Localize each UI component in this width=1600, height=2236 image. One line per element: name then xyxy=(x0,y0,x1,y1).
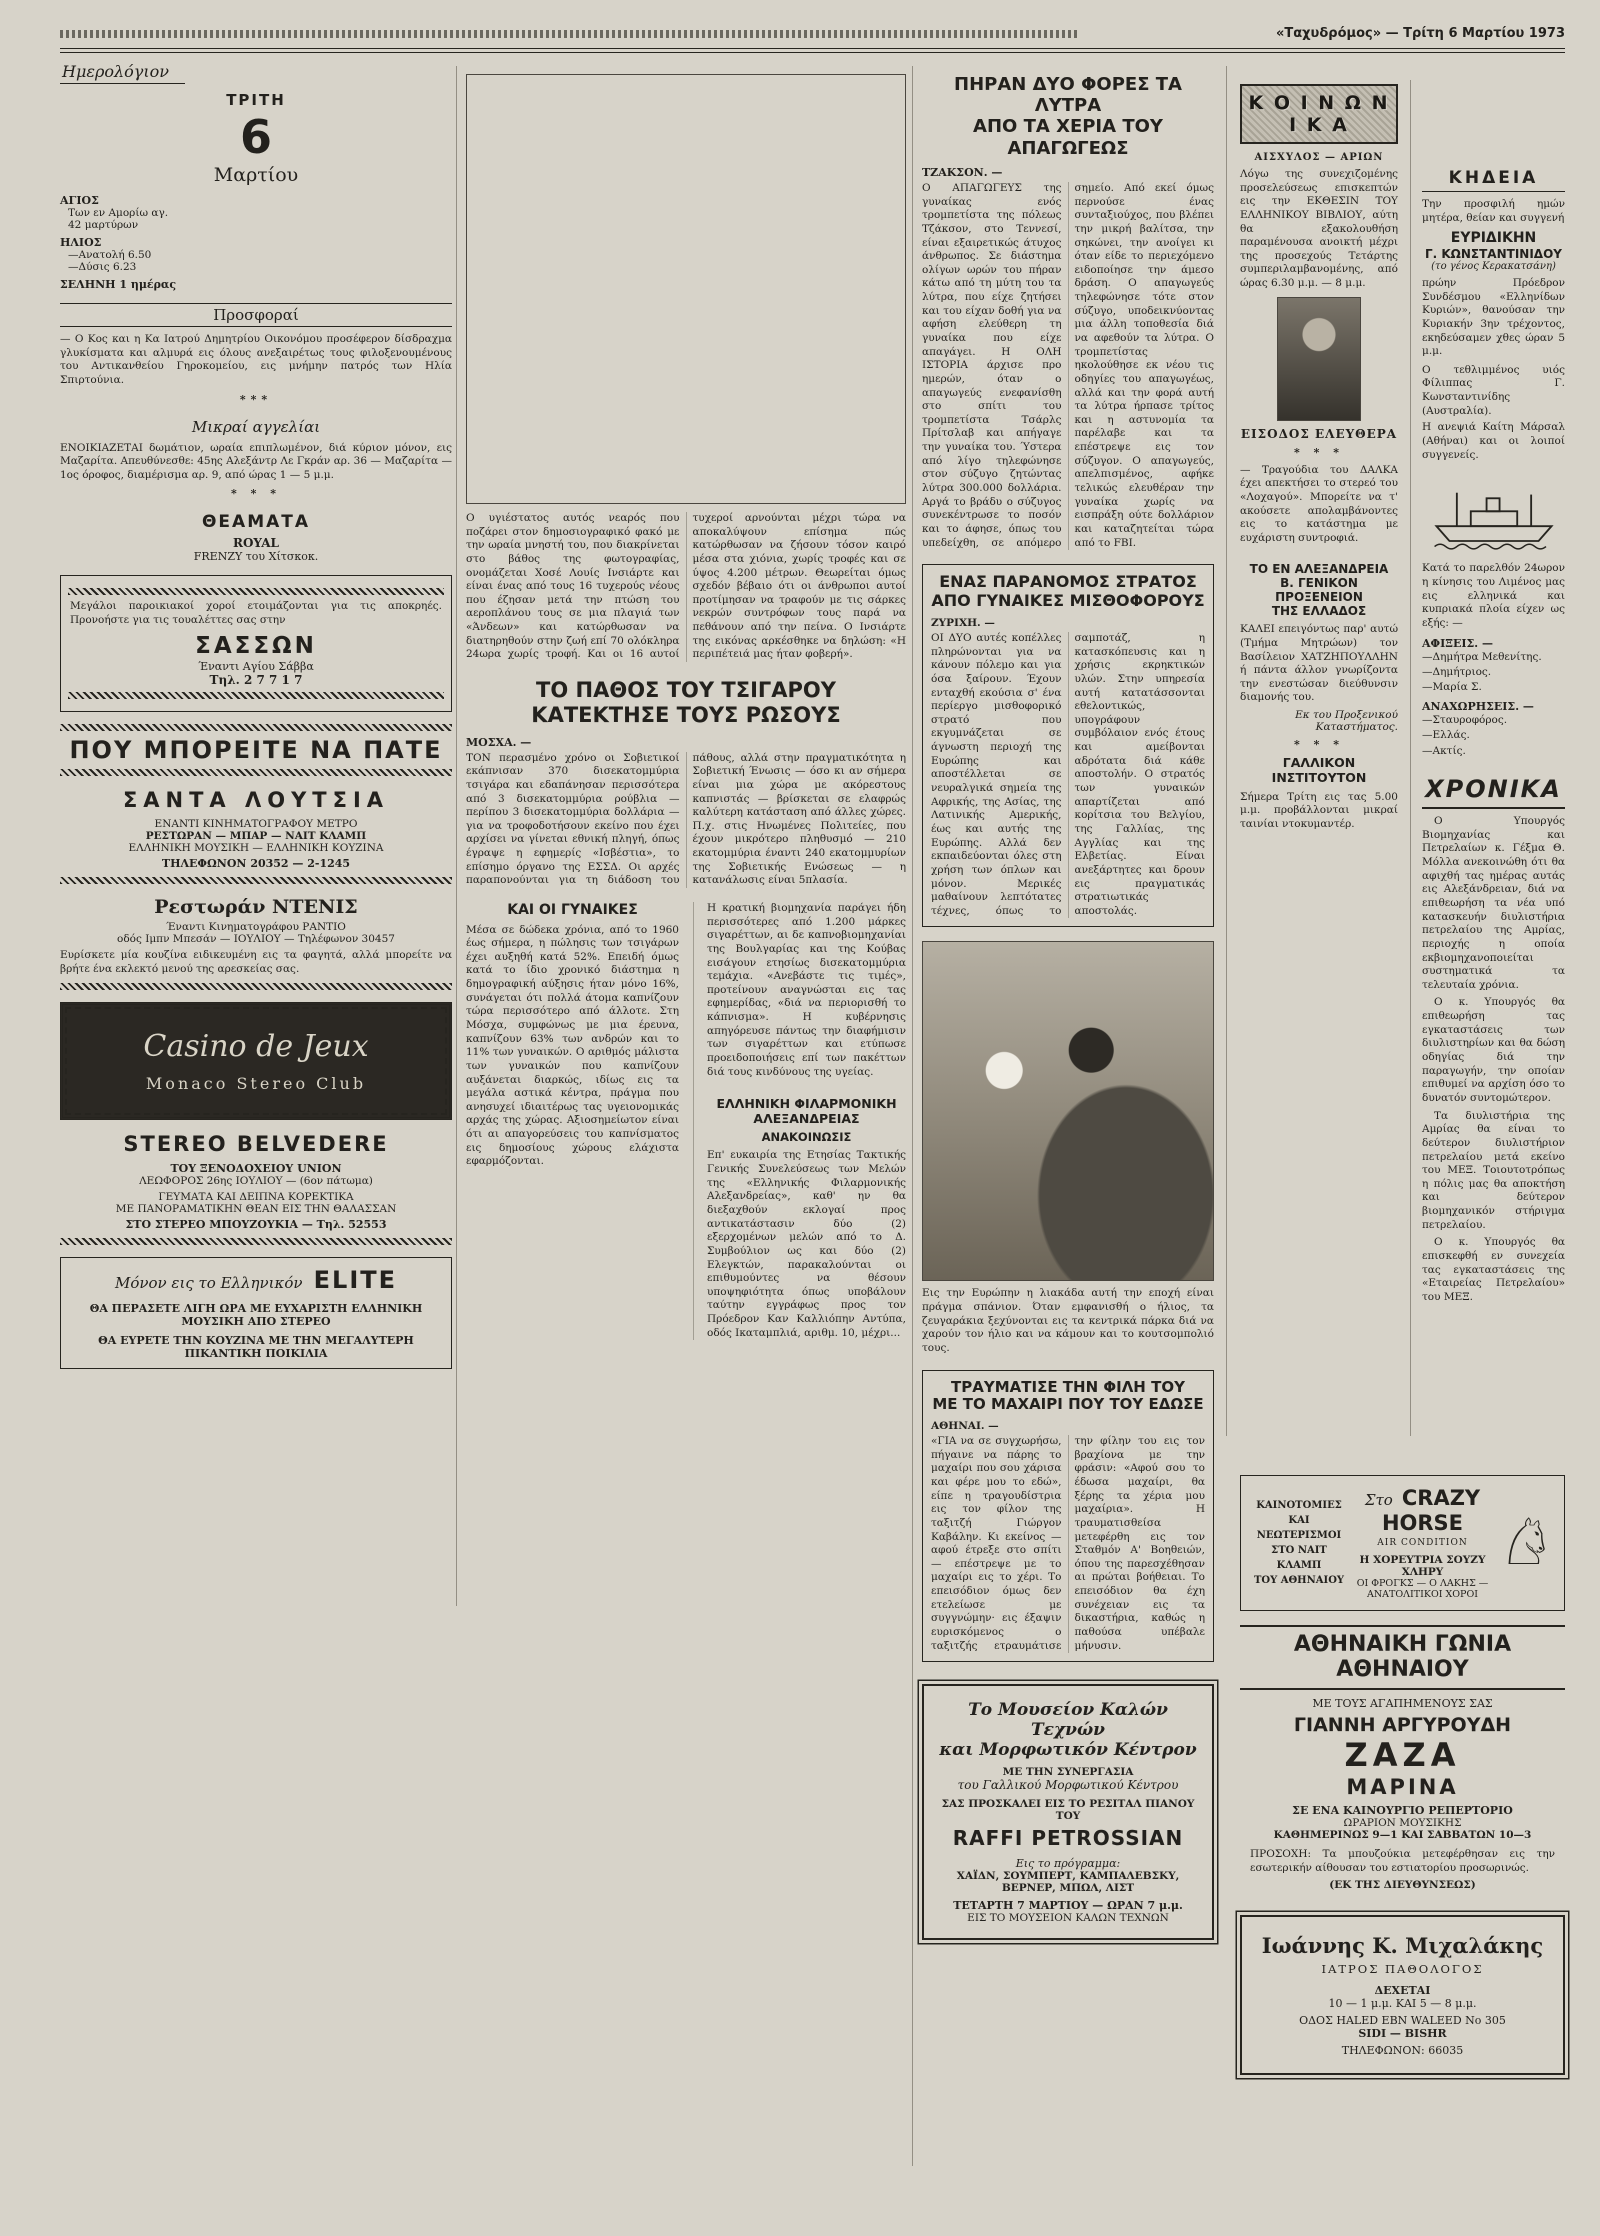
consulate-signature: Εκ του Προξενικού Καταστήματος. xyxy=(1295,709,1398,734)
athinaiki-note: ΠΡΟΣΟΧΗ: Τα μπουζούκια μετεφέρθησαν εις την εσωτερικήν αίθουσαν του εστιατορίου προσωρινώς. xyxy=(1250,1848,1555,1874)
museum-name-line: Το Μουσείον Καλών Τεχνών xyxy=(968,1700,1168,1741)
where-to-go-header xyxy=(60,724,452,776)
crazy-horse-left-line: ΤΟΥ ΑΘΗΝΑΙΟΥ xyxy=(1253,1574,1345,1586)
sasson-address: Έναντι Αγίου Σάββα xyxy=(198,659,314,673)
offers-title: Προσφοραί xyxy=(60,303,452,327)
kidnap-dateline: ΤΖΑΚΣΟΝ. — xyxy=(922,165,1003,179)
stabbing-headline-1: ΤΡΑΥΜΑΤΙΣΕ ΤΗΝ ΦΙΛΗ ΤΟΥ xyxy=(951,1377,1185,1396)
cinema-name: ROYAL xyxy=(233,536,279,551)
philharmonic-notice xyxy=(707,1097,906,1340)
consulate-title-1: ΤΟ ΕΝ ΑΛΕΞΑΝΔΡΕΙΑ xyxy=(1249,561,1389,576)
crazy-horse-center xyxy=(1353,1486,1492,1600)
french-institute-notice xyxy=(1240,756,1398,831)
saint-line2: 42 μαρτύρων xyxy=(68,218,139,231)
doctor-hours: 10 — 1 μ.μ. ΚΑΙ 5 — 8 μ.μ. xyxy=(1328,1996,1477,2010)
theatres-title: ΘΕΑΜΑΤΑ xyxy=(201,512,311,533)
smoking-body: ΤΟΝ περασμένο χρόνο οι Σοβιετικοί εκάπνισαν 370 δισεκατομμύρια τσιγάρα και εδαπάνησαν περισσότερα από 3 δισεκατομμύρια ρούβλια — περίπου 3 δισεκατομμύρια δολλάρια — για να τροφοδοτήσουν εκείνο που έχει αρχίσει να γίνεται εθνική πληγή, όπως έγραψε η εφημερίς «Ισβέστια», το επίσημο όργανο της ΕΣΣΔ. Οι αρχές παραπονούνται για τη διάδοση του πάθους, αλλά στην πραγματικότητα η Σοβιετική Ένωσις — όσο κι αν σήμερα είναι μια χώρα με ακόρεστους καπνιστάς — βρίσκεται σε ελαφρώς καλύτερη κατάσταση από άλλες χώρες. Π.χ. στις Ηνωμένες Πολιτείες, που έχουν μικρότερο πληθυσμό — 210 εκατομμύρια έναντι 240 εκατομμυρίων της Σοβιετικής Ενώσεως — η κατανάλωσις είναι 5πλασία. xyxy=(466,751,906,887)
doctor-ad xyxy=(1240,1915,1565,2075)
funeral-maiden-name: (το γένος Κερακατσάνη) xyxy=(1431,261,1556,272)
consulate-notice xyxy=(1240,562,1398,751)
philharmonic-title-2: ΑΛΕΞΑΝΔΡΕΙΑΣ xyxy=(753,1111,860,1127)
star-separator: * * * xyxy=(1294,445,1344,459)
funeral-title: ΚΗΔΕΙΑ xyxy=(1422,168,1565,192)
athinaiki-ad xyxy=(1240,1625,1565,1891)
doctor-district: SIDI — BISHR xyxy=(1358,2026,1447,2040)
offers-body: — Ο Κος και η Κα Ιατρού Δημητρίου Οικονόμου προσέφερον δίσδραχμα γλυκίσματα και αλμυρά εις όλους ανεξαιρέτως τους φιλοξενουμένους του Αντικανθείου Γηροκομείου, εις μνήμην πατρός των Ηλία Σπιρτούνια. xyxy=(60,332,452,386)
arrival-item: —Δημήτρα Μεθενίτης. xyxy=(1422,650,1542,663)
masthead-decorative-strip xyxy=(60,30,1080,38)
mercenaries-dateline: ΖΥΡΙΧΗ. — xyxy=(931,616,995,629)
belvedere-ad xyxy=(60,1132,452,1245)
museum-recital-ad xyxy=(922,1684,1214,1940)
smoking-lower-row xyxy=(466,902,906,1340)
smoking-headline-1: ΤΟ ΠΑΘΟΣ ΤΟΥ ΤΣΙΓΑΡΟΥ xyxy=(536,678,836,703)
smoking-article xyxy=(466,678,906,888)
museum-venue-line: ΕΙΣ ΤΟ ΜΟΥΣΕΙΟΝ ΚΑΛΩΝ ΤΕΧΝΩΝ xyxy=(967,1911,1169,1924)
doctor-phone: ΤΗΛΕΦΩΝΟΝ: 66035 xyxy=(1341,2043,1464,2057)
denis-line: οδός Ιμπν Μπεσάν — ΙΟΥΛΙΟΥ — Τηλέφωνον 30457 xyxy=(117,932,395,945)
consulate-title-3: ΤΗΣ ΕΛΛΑΔΟΣ xyxy=(1271,604,1367,619)
stabbing-dateline: ΑΘΗΝΑΙ. — xyxy=(931,1420,999,1433)
doctor-hours-label: ΔΕΧΕΤΑΙ xyxy=(1374,1983,1431,1997)
crazy-horse-line: Η ΧΟΡΕΥΤΡΙΑ ΣΟΥΖΥ ΧΛΗΡΥ xyxy=(1359,1553,1486,1578)
departures-title: ΑΝΑΧΩΡΗΣΕΙΣ. — xyxy=(1422,700,1534,714)
andes-survivor-photo xyxy=(466,74,906,504)
belvedere-name: STEREO BELVEDERE xyxy=(123,1132,389,1157)
kidnap-headline-1: ΠΗΡΑΝ ΔΥΟ ΦΟΡΕΣ ΤΑ ΛΥΤΡΑ xyxy=(954,74,1182,117)
center-column xyxy=(922,74,1214,1940)
masthead-rule xyxy=(60,48,1565,53)
smoking-dateline: ΜΟΣΧΑ. — xyxy=(466,735,532,749)
ornament-band xyxy=(60,983,452,990)
elite-ad xyxy=(60,1257,452,1369)
museum-cooperation-line: ΜΕ ΤΗΝ ΣΥΝΕΡΓΑΣΙΑ xyxy=(1002,1766,1134,1779)
funeral-intro: Την προσφιλή ημών μητέρα, θείαν και συγγενή xyxy=(1422,198,1565,224)
casino-subname: Monaco Stereo Club xyxy=(145,1074,367,1094)
museum-partner-line: του Γαλλικού Μορφωτικού Κέντρου xyxy=(957,1778,1179,1793)
belvedere-line: ΣΤΟ ΣΤΕΡΕΟ ΜΠΟΥΖΟΥΚΙΑ — Τηλ. 52553 xyxy=(125,1218,387,1232)
arrivals-title: ΑΦΙΞΕΙΣ. — xyxy=(1422,636,1493,650)
funeral-signature: Ο τεθλιμμένος υιός Φίλιππας Γ. Κωνσταντινίδης (Αυστραλία). xyxy=(1422,363,1565,417)
women-smoking-title: ΚΑΙ ΟΙ ΓΥΝΑΙΚΕΣ xyxy=(507,901,638,918)
stabbing-body: «ΓΙΑ να σε συγχωρήσω, πήγαινε να πάρης το μαχαίρι που σου χάρισα και φέρε μου το εδώ», είπε η τραγουδίστρια εις τον φίλον της ταξιτζή Γιώργον Καβάλην. Κι εκείνος — αφού έτρεξε στο σπίτι — επέστρεψε με το μαχαίρι εις το χέρι. Το επεισόδιον όμως δεν ετελείωσε με συγγνώμην· εις έξαψιν ευρισκόμενος ο ταξιτζής ετραυμάτισε την φίλην του εις τον βραχίονα με την φράσιν: «Αφού σου το έδωσα μαχαίρι, θα ξέρης τα χέρια μου μαχαίρια». Η τραυματισθείσα μετεφέρθη εις τον Σταθμόν Α' Βοηθειών, όπου της παρεσχέθησαν αι πρώται βοήθειαι. Το επεισόδιον θα έχη συνέχειαν εις τα δικαστήρια, καθώς η παθούσα υπέβαλε μήνυσιν. xyxy=(931,1435,1205,1652)
institute-body: Σήμερα Τρίτη εις τας 5.00 μ.μ. προβάλλονται μικραί ταινίαι ντοκυμαντέρ. xyxy=(1240,790,1398,830)
casino-ad xyxy=(60,1002,452,1120)
crazy-horse-left-line: ΣΤΟ ΝΑΙΤ ΚΛΑΜΠ xyxy=(1271,1544,1327,1571)
museum-program-label: Εις το πρόγραμμα: xyxy=(1015,1856,1121,1870)
ship-icon xyxy=(1429,476,1559,554)
elite-title-prefix: Μόνον εις το Ελληνικόν xyxy=(114,1274,303,1293)
chronika-title: ΧΡΟΝΙΚΑ xyxy=(1422,775,1565,809)
belvedere-line: ΛΕΩΦΟΡΟΣ 26ης ΙΟΥΛΙΟΥ — (6ον πάτωμα) xyxy=(139,1175,373,1188)
stabbing-article xyxy=(922,1370,1214,1663)
athinaiki-line: ΩΡΑΡΙΟΝ ΜΟΥΣΙΚΗΣ xyxy=(1343,1817,1462,1830)
denis-body: Ευρίσκετε μία κουζίνα ειδικευμένη εις τα φαγητά, αλλά μπορείτε να βρήτε ένα εκλεκτό μενού της αρεσκείας σας. xyxy=(60,948,452,975)
center-left-column xyxy=(466,74,906,1340)
departure-item: —Σταυροφόρος. xyxy=(1422,714,1508,727)
column-rule xyxy=(456,66,457,1606)
kidnap-body: Ο ΑΠΑΓΩΓΕΥΣ της γυναίκας ενός τρομπετίστα της πόλεως Τζάκσον, στο Τεννεσί, είναι εξαιρετικώς άτυχος άνθρωπος. Σε διάστημα ολίγων ωρών του πήραν κάτω από τη μύτη του τα λύτρα, που είχε ζητήσει και του είχαν δοθή για να αφήση ελεύθερη τη γυναίκα που είχε απαγάγει. Η ΟΛΗ ΙΣΤΟΡΙΑ άρχισε προ ημερών, όταν ο απαγωγεύς ενεφανίσθη στο σπίτι του τρομπετίστα Τσάρλς Πρίτσλαβ και απήγαγε την γυναίκα του. Ύστερα από λίγο τηλεφώνησε στον σύζυγο ζητώντας λύτρα 300.000 δολλάρια. Αργά το βράδυ ο σύζυγος συνεκέντρωσε το ποσόν και το άφησε, όπως του υπεδείχθη, σε απόμερο σημείο. Από εκεί όμως περνούσε ένας συνταξιούχος, που βλέπει την μικρή βαλίτσα, την σηκώνει, την ανοίγει κι όταν είδε το περιεχόμενο ειδοποίησε την άμεσο δράση. Ο απαγωγεύς τηλεφώνησε τότε στον σύζυγο, υποδεικνύοντας μια άλλη τοποθεσία διά να αφεθούν τα λύτρα. Ο τρομπετίστας ηκολούθησε εκ νέου τις οδηγίες του απαγωγέως, αλλά και την φορά αυτή τα λύτρα ήρπασε τρίτος και η αστυνομία τα παρέλαβε και τα επέστρεψε εις τον σύζυγον. Ο απαγωγεύς, απελπισμένος, αφήκε τελικώς ελευθέραν την γυναίκα χωρίς να εισπράξη ούτε δολλάριον και καταζητείται τώρα από το FBI. xyxy=(922,181,1214,549)
athinaiki-signature: (ΕΚ ΤΗΣ ΔΙΕΥΘΥΝΣΕΩΣ) xyxy=(1329,1878,1476,1891)
mercenaries-headline-2: ΑΠΟ ΓΥΝΑΙΚΕΣ ΜΙΣΘΟΦΟΡΟΥΣ xyxy=(931,591,1205,611)
film-title: FRENZY του Χίτσκοκ. xyxy=(193,550,319,564)
ship-illustration xyxy=(1422,476,1565,558)
classifieds-title: Μικραί αγγελίαι xyxy=(191,417,321,436)
free-entry-line: ΕΙΣΟΔΟΣ ΕΛΕΥΘΕΡΑ xyxy=(1240,426,1398,441)
ornament-band xyxy=(60,769,452,776)
santa-lucia-name: ΣΑΝΤΑ ΛΟΥΤΣΙΑ xyxy=(122,788,390,813)
star-separator: * * * xyxy=(1294,738,1344,752)
crazy-horse-name: CRAZY HORSE xyxy=(1381,1486,1481,1535)
masthead-dateline: «Ταχυδρόμος» — Τρίτη 6 Μαρτίου 1973 xyxy=(1275,26,1565,41)
couple-photo-caption: Εις την Ευρώπην η λιακάδα αυτή την εποχή είναι πράγμα σπάνιον. Όταν εμφανισθή ο ήλιος, τα ζευγαράκια ξεχύνονται εις τα κεντρικά πάρκα διά να χαρούν τον ήλιο και να κάμουν και το κουτσομπολιό τους. xyxy=(922,1287,1214,1354)
ornament-band xyxy=(60,877,452,884)
departure-item: —Ελλάς. xyxy=(1422,729,1470,742)
kidnap-article xyxy=(922,74,1214,550)
crazy-horse-ad xyxy=(1240,1475,1565,1611)
left-rail xyxy=(60,62,452,1381)
crazy-horse-left-text xyxy=(1251,1498,1347,1588)
consulate-title-2: Β. ΓΕΝΙΚΟΝ ΠΡΟΞΕΝΕΙΟΝ xyxy=(1275,575,1363,604)
mercenaries-body: ΟΙ ΔΥΟ αυτές κοπέλλες πληρώνονται για να κάνουν πόλεμο και για όσα ξαίρουν. Έχουν ενταχθή εκούσια σ' ένα περίεργο μισθοφορικό στρατό που εκγυμνάζεται σε άγνωστη περιοχή της Ευρώπης και αποστέλλεται σε νευραλγικά σημεία της Αφρικής, της Ασίας, της Λατινικής Αμερικής, έως και αυτής της Ευρώπης. Αλλά δεν εκπαιδεύονται όλες στη χρήση των όπλων και μόνον. Μερικές μαθαίνουν λεπτότατες τέχνες, όπως το σαμποτάζ, η κατασκόπευσις και η χρήσις εκρηκτικών υλών. Στην υπηρεσία αυτή κατατάσσονται εθελοντικώς, υπογράφουν συμβόλαιον ενός έτους και αμείβονται αδρότατα διά κάθε αποστολήν. Ο στρατός των γυναικών απαρτίζεται από κορίτσια του Βελγίου, της Γαλλίας, της Αγγλίας και της Ελβετίας. Είναι ανεξάρτητες και δρουν εις πραγματικάς στρατιωτικάς αποστολάς. xyxy=(931,631,1205,917)
athinaiki-subtitle: ΜΕ ΤΟΥΣ ΑΓΑΠΗΜΕΝΟΥΣ ΣΑΣ xyxy=(1312,1697,1493,1711)
sun-label: ΗΛΙΟΣ xyxy=(60,235,102,249)
museum-program-list: ΧΑΪΔΝ, ΣΟΥΜΠΕΡΤ, ΚΑΜΠΑΛΕΒΣΚΥ, ΒΕΡΝΕΡ, ΜΠΩΛ, ΛΙΣΤ xyxy=(956,1869,1180,1894)
ad-border-ornament xyxy=(68,692,444,699)
belvedere-line: ΤΟΥ ΞΕΝΟΔΟΧΕΙΟΥ UNION xyxy=(170,1162,342,1176)
funeral-body: πρώην Πρόεδρον Συνδέσμου «Ελληνίδων Κυριών», θανούσαν την Κυριακήν 3ην τρέχοντος, εκηδεύσαμεν χθες ώραν 5 μ.μ. xyxy=(1422,277,1565,358)
sasson-name: ΣΑΣΣΩΝ xyxy=(195,632,317,659)
classifieds-section xyxy=(60,418,452,501)
crazy-horse-left-line: ΚΑΙΝΟΤΟΜΙΕΣ xyxy=(1256,1499,1342,1511)
denis-ad xyxy=(60,896,452,990)
departure-item: —Ακτίς. xyxy=(1422,744,1466,757)
sunset: —Δύσις 6.23 xyxy=(68,260,137,273)
smoking-headline-2: ΚΑΤΕΚΤΗΣΕ ΤΟΥΣ ΡΩΣΟΥΣ xyxy=(531,702,841,727)
social-banner xyxy=(1240,84,1398,144)
philharmonic-subtitle: ΑΝΑΚΟΙΝΩΣΙΣ xyxy=(761,1129,852,1144)
column-rule xyxy=(1410,80,1411,1436)
air-condition-label: AIR CONDITION xyxy=(1377,1537,1468,1548)
mercenaries-headline-1: ΕΝΑΣ ΠΑΡΑΝΟΜΟΣ ΣΤΡΑΤΟΣ xyxy=(939,572,1197,592)
calendar-date: 6 xyxy=(239,109,272,164)
column-rule xyxy=(912,66,913,2166)
andes-survivor-caption: Ο υγιέστατος αυτός νεαρός που ποζάρει στον δημοσιογραφικό φακό με την ωραία μνηστή του, που διακρίνεται στο βάθος της φωτογραφίας, ονομάζεται Χοσέ Λουίς Ινσιάρτε και είναι ένας από τους 16 τυχερούς νέους που έζησαν μετά την πτώση του αεροπλάνου τους σε μια πλαγιά των «Άνδεων» και κατώρθωσαν να διατηρηθούν στην ζωή επί 70 ολόκληρα 24ωρα χωρίς τροφή. Και οι 16 αυτοί τυχεροί αρνούνται μέχρι τώρα να αποκαλύψουν επίσημα πώς κατώρθωσαν να ζήσουν τόσον καιρό μέσα στα χιόνια, χωρίς τροφές και σε ύψος 4.200 μέτρων. Θεωρείται όμως σχεδόν βέβαιο ότι οι άνθρωποι αυτοί προτίμησαν να τραφούν με τις σάρκες νεκρών συντρόφων τους παρά να πεθάνουν από την πείνα. Ο Ινσιάρτε της εικόνας αρκέσθηκε να δηλώση: «Η περιπέτειά μας ήταν φοβερή». xyxy=(466,512,906,661)
athinaiki-line: ΚΑΘΗΜΕΡΙΝΩΣ 9—1 ΚΑΙ ΣΑΒΒΑΤΩΝ 10—3 xyxy=(1273,1829,1532,1842)
crazy-horse-line: ΟΙ ΦΡΟΓΚΣ — Ο ΛΑΚΗΣ — ΑΝΑΤΟΛΙΤΙΚΟΙ ΧΟΡΟΙ xyxy=(1356,1577,1489,1600)
funeral-signature: Η ανεψιά Καίτη Μάρσαλ (Αθήναι) και οι λοιποί συγγενείς. xyxy=(1422,421,1565,461)
sunrise: —Ανατολή 6.50 xyxy=(68,248,152,261)
santa-lucia-ad xyxy=(60,788,452,884)
elite-body-line: ΘΑ ΠΕΡΑΣΕΤΕ ΛΙΓΗ ΩΡΑ ΜΕ ΕΥΧΑΡΙΣΤΗ ΕΛΛΗΝΙΚΗ ΜΟΥΣΙΚΗ ΑΠΟ ΣΤΕΡΕΟ xyxy=(89,1302,423,1329)
smoking-body-continued: Η κρατική βιομηχανία παράγει ήδη περισσότερες από 1.200 μάρκες σιγαρέττων, αι δε καπνοβιομηχανίαι της Βουλγαρίας και της Κούβας εισάγουν ετησίως δισεκατομμύρια τεμάχια. «Ανεβάστε τις τιμές», προτείνουν αναγνώσται εις τας εφημερίδας, «διά να περιορισθή το κάπνισμα». Η κυβέρνησις απηγόρευσε πάντως την διαφήμισιν των σιγαρέττων και ετύπωσε προειδοποιήσεις επί των πακέττων διά τους κινδύνους της υγείας. xyxy=(707,901,906,1078)
arrival-item: —Μαρία Σ. xyxy=(1422,680,1482,693)
ad-border-ornament xyxy=(68,588,444,595)
calendar-day: ΤΡΙΤΗ xyxy=(226,91,286,109)
museum-artist-name: RAFFI PETROSSIAN xyxy=(952,1826,1184,1851)
crazy-horse-prefix: Στο xyxy=(1364,1491,1393,1509)
kidnap-headline-2: ΑΠΟ ΤΑ ΧΕΡΙΑ ΤΟΥ ΑΠΑΓΩΓΕΩΣ xyxy=(973,116,1163,159)
offers-section xyxy=(60,303,452,406)
elite-body-line: ΘΑ ΕΥΡΕΤΕ ΤΗΝ ΚΟΥΖΙΝΑ ΜΕ ΤΗΝ ΜΕΓΑΛΥΤΕΡΗ ΠΙΚΑΝΤΙΚΗ ΠΟΙΚΙΛΙΑ xyxy=(98,1334,414,1361)
horse-icon: ♘ xyxy=(1498,1505,1556,1580)
denis-line: Έναντι Κινηματογράφου ΡΑΝΤΙΟ xyxy=(166,920,346,933)
theatres-section xyxy=(60,512,452,563)
saint-line1: Των εν Αμορίω αγ. xyxy=(68,206,169,219)
chronika-paragraph: Ο κ. Υπουργός θα επιθεωρήση τας εγκαταστάσεις των διυλιστηρίων και θα δώση οδηγίας διά την παραγωγήν, την οποίαν επιθυμεί να αρχίση όσο το δυνατόν συντομώτερον. xyxy=(1422,996,1565,1104)
funeral-name-last: Γ. ΚΩΝΣΤΑΝΤΙΝΙΔΟΥ xyxy=(1425,246,1562,261)
mercenaries-article xyxy=(922,564,1214,927)
right-rail xyxy=(1422,168,1565,1309)
column-rule xyxy=(1226,66,1227,1436)
social-body: Λόγω της συνεχιζομένης προσελεύσεως επισκεπτών εις την ΕΚΘΕΣΙΝ ΤΟΥ ΕΛΛΗΝΙΚΟΥ ΒΙΒΛΙΟΥ, αύτη θα εξακολουθήση παραμένουσα ανοικτή μέχρι της προσεχούς Τετάρτης συμπεριλαμβανομένης, από ώρας 6.30 μ.μ. — 8 μ.μ. xyxy=(1240,168,1398,290)
calendar-section xyxy=(60,62,452,291)
couple-in-park-photo xyxy=(922,941,1214,1281)
belvedere-line: ΓΕΥΜΑΤΑ ΚΑΙ ΔΕΙΠΝΑ ΚΟΡΕΚΤΙΚΑ xyxy=(158,1191,354,1204)
consulate-body: ΚΑΛΕΙ επειγόντως παρ' αυτώ (Τμήμα Μητρώων) τον Βασίλειον ΧΑΤΖΗΠΟΥΛΛΗΝ ή πάντα άλλον γνωρίζοντα την ενεστώσαν διεύθυνσιν διαμονής του. xyxy=(1240,623,1398,704)
philharmonic-title-1: ΕΛΛΗΝΙΚΗ ΦΙΛΑΡΜΟΝΙΚΗ xyxy=(716,1096,897,1112)
performer-name: ΓΙΑΝΝΗ ΑΡΓΥΡΟΥΔΗ xyxy=(1293,1714,1512,1737)
stabbing-headline-2: ΜΕ ΤΟ ΜΑΧΑΙΡΙ ΠΟΥ ΤΟΥ ΕΔΩΣΕ xyxy=(932,1395,1204,1414)
social-subtitle: ΑΙΣΧΥΛΟΣ — ΑΡΙΩΝ xyxy=(1254,152,1384,163)
doctor-name: Ιωάννης Κ. Μιχαλάκης xyxy=(1261,1932,1544,1958)
saint-label: ΑΓΙΟΣ xyxy=(60,193,99,207)
arrival-item: —Δημήτριος. xyxy=(1422,665,1492,678)
crazy-horse-figure xyxy=(1498,1505,1556,1580)
museum-invite-line: ΣΑΣ ΠΡΟΣΚΑΛΕΙ ΕΙΣ ΤΟ ΡΕΣΙΤΑΛ ΠΙΑΝΟΥ ΤΟΥ xyxy=(941,1798,1195,1823)
social-note: — Τραγούδια του ΔΑΛΚΑ έχει απεκτήσει το στερεό του «Λοχαγού». Μπορείτε να τ' ακούσετε απολαμβάνοντες εις το κατάστημα με ευχάριστη συντροφιά. xyxy=(1240,463,1398,544)
funeral-name-first: ΕΥΡΙΔΙΚΗΝ xyxy=(1450,230,1537,247)
where-to-go-title: ΠΟΥ ΜΠΟΡΕΙΤΕ ΝΑ ΠΑΤΕ xyxy=(69,735,443,764)
santa-lucia-line: ΕΝΑΝΤΙ ΚΙΝΗΜΑΤΟΓΡΑΦΟΥ ΜΕΤΡΟ xyxy=(154,817,358,830)
women-smoking-column xyxy=(466,902,679,1340)
museum-name-line: και Μορφωτικόν Κέντρον xyxy=(939,1740,1197,1761)
santa-lucia-phone: ΤΗΛΕΦΩΝΟΝ 20352 — 2-1245 xyxy=(161,856,351,870)
philharmonic-body: Επ' ευκαιρία της Ετησίας Τακτικής Γενικής Συνελεύσεως των Μελών της «Ελληνικής Φιλαρμονικής Αλεξανδρείας», καθ' ην θα διεξαχθούν εκλογαί προς αντικατάστασιν δύο (2) εξερχομένων μελών από το Δ. Συμβούλιον ως και δύο (2) Ελεγκτών, παρακαλούνται οι επιθυμούντες να θέσουν υποψηφιότητα όπως υποβάλουν ταύτην εγγράφως προς τον Πρόεδρον Καν Καλλιόπην Αντύπα, οδός Ικαταμπλιά, αριθμ. 10, μέχρι... xyxy=(707,1149,906,1339)
calendar-month: Μαρτίου xyxy=(213,163,299,186)
santa-lucia-line: ΕΛΛΗΝΙΚΗ ΜΟΥΣΙΚΗ — ΕΛΛΗΝΙΚΗ ΚΟΥΖΙΝΑ xyxy=(128,841,384,854)
social-portrait-photo xyxy=(1277,297,1361,421)
smoking-continuation-column xyxy=(693,902,906,1340)
moon-line: ΣΕΛΗΝΗ 1 ημέρας xyxy=(60,277,177,291)
crazy-horse-left-line: ΚΑΙ ΝΕΩΤΕΡΙΣΜΟΙ xyxy=(1256,1514,1342,1541)
women-smoking-body: Μέσα σε δώδεκα χρόνια, από το 1960 έως σήμερα, η πώλησις των τσιγάρων έχει αυξηθή κατά 52%. Επειδή όμως κατά το ίδιο χρονικό διάστημα η δημογραφική αύξησις ήταν μόνο 16%, συνάγεται ότι πολλά άτομα καπνίζουν τώρα περισσότερο από άλλοτε. Στη Μόσχα, συμφώνως με μια έρευνα, καπνίζουν 63% των ανδρών και το 11% των γυναικών. Ο αριθμός μάλιστα των γυναικών που καπνίζουν αυξάνεται διαρκώς, ιδίως εις τα μεγάλα αστικά κέντρα, πράγμα που ανησυχεί ιδιαιτέρως τας υγειονομικάς αρχάς της χώρας. Αξιοσημείωτον είναι ότι αι απαγορεύσεις του καπνίσματος εις δημοσίους χώρους ελάχιστα εφαρμόζονται. xyxy=(466,923,679,1168)
performer-name: ΜΑΡΙΝΑ xyxy=(1346,1774,1459,1799)
social-column xyxy=(1240,84,1398,832)
calendar-title: Ημερολόγιον xyxy=(60,62,185,84)
casino-name: Casino de Jeux xyxy=(143,1029,369,1065)
classifieds-body: ΕΝΟΙΚΙΑΖΕΤΑΙ δωμάτιον, ωραία επιπλωμένον, διά κύριον μόνον, εις Μαζαρίτα. Απευθύνεσθε: 45ης Αλεξάντρ Λε Γκράν αρ. 36 — Μαζαρίτα — 1ος όροφος, διαμέρισμα αρ. 9, από ώρας 1 — 5 μ.μ. xyxy=(60,441,452,481)
athinaiki-line: ΣΕ ΕΝΑ ΚΑΙΝΟΥΡΓΙΟ ΡΕΠΕΡΤΟΡΙΟ xyxy=(1292,1804,1513,1818)
elite-name: ELITE xyxy=(313,1266,398,1295)
bottom-right-ads xyxy=(1240,1475,1565,2075)
ornament-band xyxy=(60,1238,452,1245)
performer-name: ΖΑΖΑ xyxy=(1344,1735,1461,1774)
star-separator: * * * xyxy=(231,487,281,501)
athinaiki-banner: ΑΘΗΝΑΙΚΗ ΓΩΝΙΑ ΑΘΗΝΑΙΟΥ xyxy=(1240,1625,1565,1691)
chronika-paragraph: Ο κ. Υπουργός θα επισκεφθή εν συνεχεία τας εγκαταστάσεις της «Εταιρείας Πετρελαίου» του ΜΕΞ. xyxy=(1422,1236,1565,1303)
denis-name: Ρεστωράν ΝΤΕΝΙΣ xyxy=(154,895,358,918)
sasson-phone: Τηλ. 2 7 7 1 7 xyxy=(209,672,303,687)
social-banner-text: Κ Ο Ι Ν Ω Ν Ι Κ Α xyxy=(1248,92,1390,136)
santa-lucia-line: ΡΕΣΤΩΡΑΝ — ΜΠΑΡ — ΝΑΙΤ ΚΛΑΜΠ xyxy=(145,829,367,842)
star-separator: *** xyxy=(239,392,273,406)
sasson-intro: Μεγάλοι παροικιακοί χοροί ετοιμάζονται για τις αποκρηές. Προνοήστε για τις τουαλέττες σας στην xyxy=(70,600,442,627)
ornament-band xyxy=(60,724,452,731)
port-traffic-intro: Κατά το παρελθόν 24ωρον η κίνησις του Λιμένος μας εις ελληνικά και κυπριακά πλοία είχεν ως εξής: — xyxy=(1422,562,1565,629)
doctor-specialty: ΙΑΤΡΟΣ ΠΑΘΟΛΟΓΟΣ xyxy=(1321,1961,1484,1976)
museum-date-line: ΤΕΤΑΡΤΗ 7 ΜΑΡΤΙΟΥ — ΩΡΑΝ 7 μ.μ. xyxy=(953,1898,1183,1912)
institute-title: ΓΑΛΛΙΚΟΝ ΙΝΣΤΙΤΟΥΤΟΝ xyxy=(1271,755,1367,785)
chronika-paragraph: Τα διυλιστήρια της Αμρίας θα είναι το δεύτερον διυλιστήριον πετρελαίου μετά εκείνο του ΜΕΞ. Τοιουτοτρόπως η πόλις μας θα αποκτήση και δεύτερον βιομηχανικόν στήριγμα πετρελαίου. xyxy=(1422,1109,1565,1231)
doctor-address: ΟΔΟΣ HALED EBN WALEED No 305 xyxy=(1299,2013,1506,2027)
sasson-ad xyxy=(60,575,452,711)
chronika-paragraph: Ο Υπουργός Βιομηχανίας και Πετρελαίων κ. Γέξμα Θ. Μόλλα ανεκοινώθη ότι θα αφιχθή τας ημέρας αυτάς εις Αλεξάνδρειαν, διά να επιθεωρήση τα νέα υπό κατασκευήν διυλιστήρια πετρελαίου της Αμρίας, περιοχής η οποία εκβιομηχανοποιείται συστηματικά τα τελευταία χρόνια. xyxy=(1422,815,1565,991)
belvedere-line: ΜΕ ΠΑΝΟΡΑΜΑΤΙΚΗΝ ΘΕΑΝ ΕΙΣ ΤΗΝ ΘΑΛΑΣΣΑΝ xyxy=(115,1203,397,1216)
